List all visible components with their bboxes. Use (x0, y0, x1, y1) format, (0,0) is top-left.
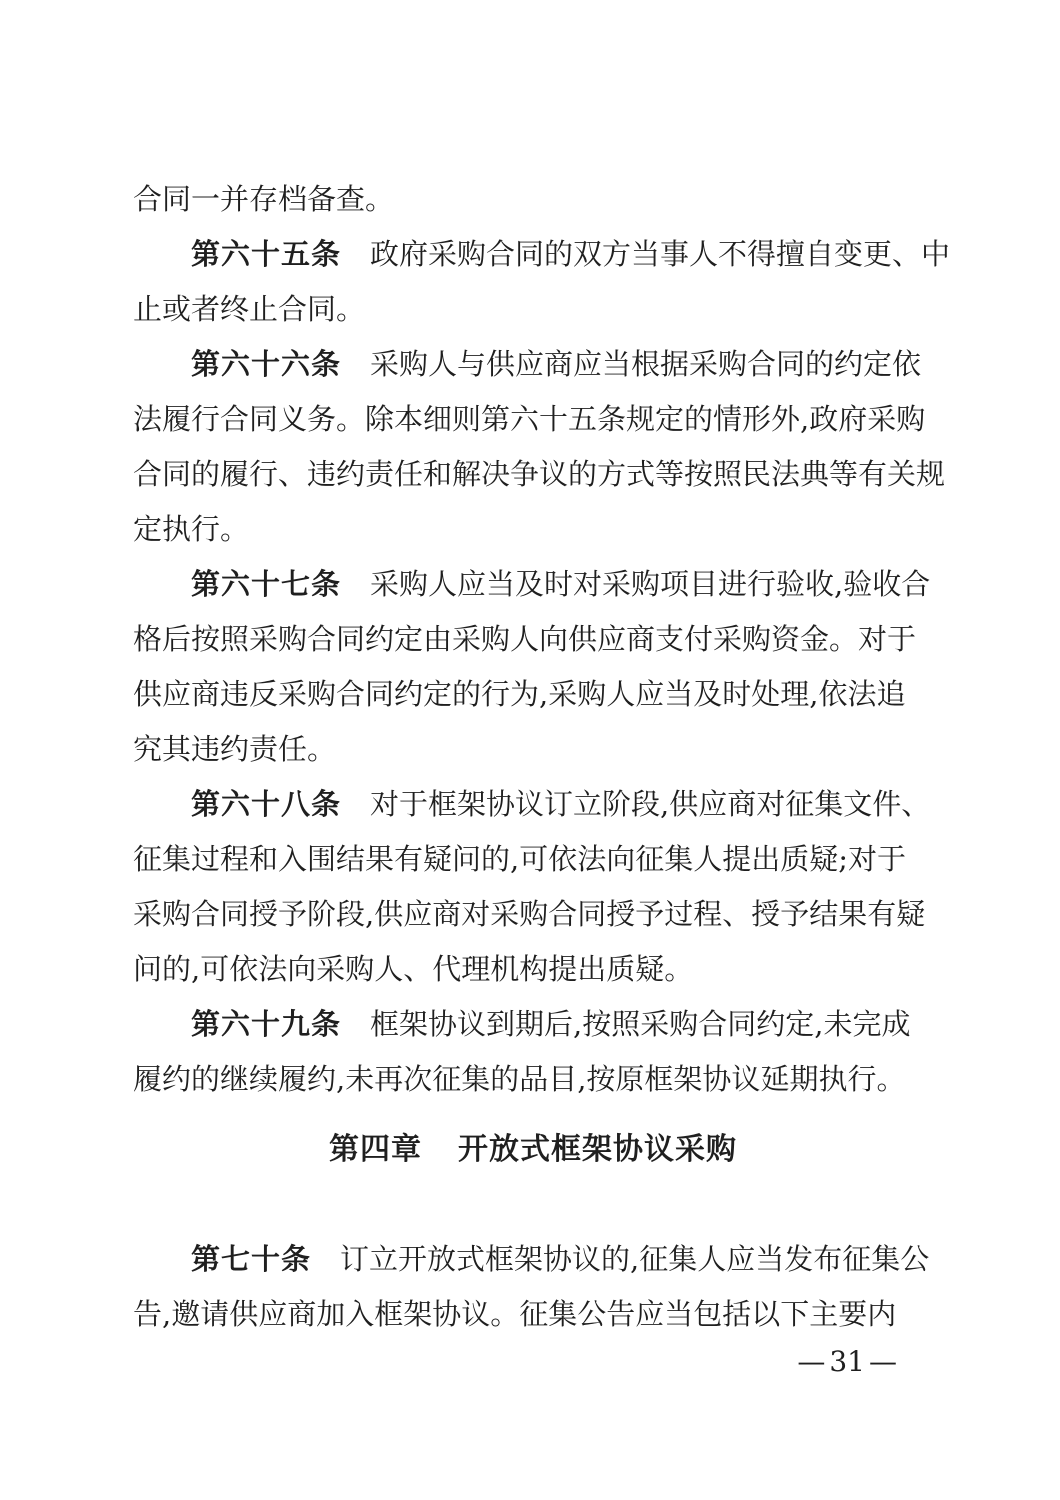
line-text: 采购人应当及时对采购项目进行验收,验收合 (370, 567, 931, 601)
article-number: 第六十六条 (191, 347, 342, 381)
text-line (133, 282, 933, 337)
text-line (133, 942, 933, 997)
text-line (133, 1232, 933, 1287)
line-text: 格后按照采购合同约定由采购人向供应商支付采购资金。对于 (133, 622, 917, 656)
line-text: 供应商违反采购合同约定的行为,采购人应当及时处理,依法追 (133, 677, 906, 711)
chapter-title: 开放式框架协议采购 (458, 1132, 737, 1167)
text-line (133, 832, 933, 887)
line-text: 合同的履行、违约责任和解决争议的方式等按照民法典等有关规 (133, 457, 946, 491)
text-line (133, 722, 933, 777)
line-text: 究其违约责任。 (133, 732, 337, 766)
chapter-number: 第四章 (329, 1132, 422, 1167)
text-line (133, 447, 946, 502)
text-line (133, 172, 933, 227)
line-text: 止或者终止合同。 (133, 292, 366, 326)
text-line (133, 502, 933, 557)
line-text: 采购合同授予阶段,供应商对采购合同授予过程、授予结果有疑 (133, 897, 926, 931)
text-line (133, 777, 933, 832)
text-line (133, 1287, 933, 1342)
chapter-heading (133, 1122, 933, 1177)
line-text: 征集过程和入围结果有疑问的,可依法向征集人提出质疑;对于 (133, 842, 906, 876)
text-line (133, 667, 933, 722)
article-number: 第六十五条 (191, 237, 342, 271)
page-number-right-dash: — (869, 1345, 897, 1378)
article-number: 第六十九条 (191, 1007, 342, 1041)
line-text: 采购人与供应商应当根据采购合同的约定依 (370, 347, 922, 381)
line-text: 定执行。 (133, 512, 250, 546)
text-line (133, 612, 933, 667)
text-line (133, 557, 933, 612)
article-number: 第六十七条 (191, 567, 342, 601)
page-number-left-dash: — (797, 1345, 826, 1378)
text-line (133, 392, 933, 447)
page-number-value: 31 (829, 1345, 865, 1378)
text-line (133, 997, 933, 1052)
text-block (133, 172, 951, 1382)
text-line (133, 887, 933, 942)
article-number: 第七十条 (191, 1242, 312, 1276)
text-line (133, 227, 951, 282)
line-text: 对于框架协议订立阶段,供应商对征集文件、 (370, 787, 931, 821)
line-text: 政府采购合同的双方当事人不得擅自变更、中 (370, 237, 951, 271)
line-text: 告,邀请供应商加入框架协议。征集公告应当包括以下主要内 (133, 1297, 897, 1331)
line-text: 合同一并存档备查。 (133, 182, 395, 216)
text-line (133, 1052, 933, 1107)
text-line (133, 337, 933, 392)
article-number: 第六十八条 (191, 787, 342, 821)
line-text: 履约的继续履约,未再次征集的品目,按原框架协议延期执行。 (133, 1062, 906, 1096)
line-text: 框架协议到期后,按照采购合同约定,未完成 (370, 1007, 911, 1041)
page-number (133, 1342, 933, 1382)
line-text: 问的,可依法向采购人、代理机构提出质疑。 (133, 952, 694, 986)
line-text: 订立开放式框架协议的,征集人应当发布征集公 (340, 1242, 930, 1276)
line-text: 法履行合同义务。除本细则第六十五条规定的情形外,政府采购 (133, 402, 926, 436)
